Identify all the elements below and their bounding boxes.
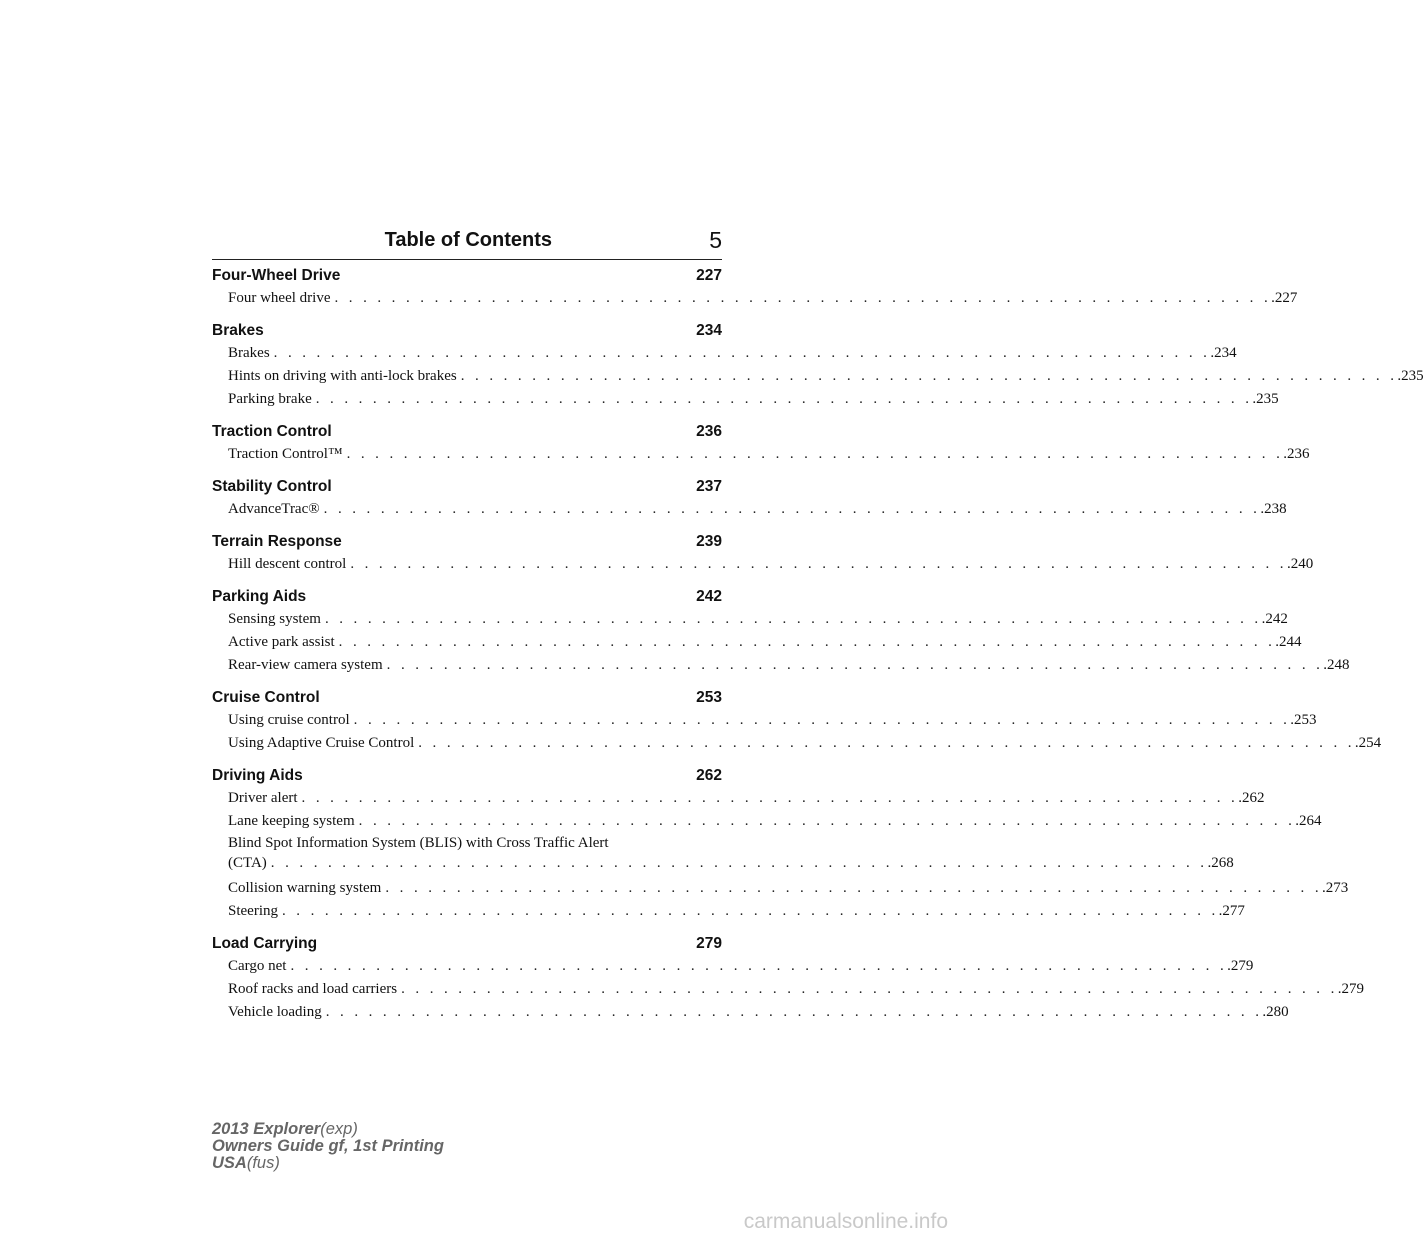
entry-page: .234 xyxy=(1210,345,1237,361)
entry-label: Hints on driving with anti-lock brakes xyxy=(228,368,457,384)
dot-leader: . . . . . . . . . . . . . . . . . . . . . . . . . . . . . . . . . . . . . . . . . . . . . . . . . . . . . . . . . . . . . . . . . . xyxy=(385,880,1322,896)
dot-leader: . . . . . . . . . . . . . . . . . . . . . . . . . . . . . . . . . . . . . . . . . . . . . . . . . . . . . . . . . . . . . . . . . . xyxy=(315,391,1253,407)
page-title: Table of Contents xyxy=(384,229,552,251)
entry-line2 xyxy=(228,853,1234,873)
toc-entry[interactable] xyxy=(228,443,1310,466)
section-page: 227 xyxy=(696,267,722,284)
entry-page: .280 xyxy=(1262,1004,1289,1020)
watermark: carmanualsonline.info xyxy=(743,1210,948,1233)
entry-page: .235 xyxy=(1252,391,1279,407)
entry-page: .244 xyxy=(1275,634,1302,650)
entry-page: .236 xyxy=(1283,446,1310,462)
toc-entry[interactable] xyxy=(228,631,1302,654)
section-page: 237 xyxy=(696,478,722,495)
toc-entry[interactable] xyxy=(228,608,1288,631)
dot-leader: . . . . . . . . . . . . . . . . . . . . . . . . . . . . . . . . . . . . . . . . . . . . . . . . . . . . . . . . . . . . . . . . . . xyxy=(460,368,1398,384)
section-page: 242 xyxy=(696,588,722,605)
section-page: 236 xyxy=(696,423,722,440)
dot-leader: . . . . . . . . . . . . . . . . . . . . . . . . . . . . . . . . . . . . . . . . . . . . . . . . . . . . . . . . . . . . . . . . . . xyxy=(290,958,1228,974)
footer-guide: Owners Guide gf, 1st Printing xyxy=(212,1137,444,1155)
toc-entry[interactable] xyxy=(228,877,1349,900)
section-title: Cruise Control xyxy=(212,689,320,706)
section-heading[interactable] xyxy=(212,476,722,498)
entry-label: Four wheel drive xyxy=(228,290,331,306)
section-title: Parking Aids xyxy=(212,588,307,605)
dot-leader: . . . . . . . . . . . . . . . . . . . . . . . . . . . . . . . . . . . . . . . . . . . . . . . . . . . . . . . . . . . . . . . . . . xyxy=(324,611,1262,627)
entry-page: .238 xyxy=(1260,501,1287,517)
dot-leader: . . . . . . . . . . . . . . . . . . . . . . . . . . . . . . . . . . . . . . . . . . . . . . . . . . . . . . . . . . . . . . . . . . xyxy=(301,790,1239,806)
page-number: 5 xyxy=(709,227,722,253)
toc-entry[interactable] xyxy=(228,787,1265,810)
section-title: Traction Control xyxy=(212,423,332,440)
section-heading[interactable] xyxy=(212,687,722,709)
dot-leader: . . . . . . . . . . . . . . . . . . . . . . . . . . . . . . . . . . . . . . . . . . . . . . . . . . . . . . . . . . . . . . . . . . xyxy=(323,501,1261,517)
toc-section xyxy=(212,265,1298,310)
toc-entry[interactable] xyxy=(228,1001,1289,1024)
dot-leader: . . . . . . . . . . . . . . . . . . . . . . . . . . . . . . . . . . . . . . . . . . . . . . . . . . . . . . . . . . . . . . . . . . xyxy=(346,446,1284,462)
section-page: 253 xyxy=(696,689,722,706)
dot-leader: . . . . . . . . . . . . . . . . . . . . . . . . . . . . . . . . . . . . . . . . . . . . . . . . . . . . . . . . . . . . . . . . . . xyxy=(282,903,1219,919)
entry-label: Sensing system xyxy=(228,611,321,627)
footer-model-code: (exp) xyxy=(320,1120,358,1138)
entry-label: AdvanceTrac® xyxy=(228,501,320,517)
toc-entry[interactable] xyxy=(228,498,1287,521)
dot-leader: . . . . . . . . . . . . . . . . . . . . . . . . . . . . . . . . . . . . . . . . . . . . . . . . . . . . . . . . . . . . . . . . . . xyxy=(350,556,1287,572)
section-title: Load Carrying xyxy=(212,935,318,952)
entry-page: .227 xyxy=(1271,290,1298,306)
toc-section xyxy=(212,586,1350,677)
dot-leader: . . . . . . . . . . . . . . . . . . . . . . . . . . . . . . . . . . . . . . . . . . . . . . . . . . . . . . . . . . . . . . . . . . xyxy=(273,345,1211,361)
section-page: 279 xyxy=(696,935,722,952)
section-page: 239 xyxy=(696,533,722,550)
toc-entry[interactable] xyxy=(228,388,1279,411)
entry-label: Traction Control™ xyxy=(228,446,343,462)
dot-leader: . . . . . . . . . . . . . . . . . . . . . . . . . . . . . . . . . . . . . . . . . . . . . . . . . . . . . . . . . . . . . . . . . . xyxy=(338,634,1276,650)
section-heading[interactable] xyxy=(212,531,722,553)
footer-market: USA xyxy=(212,1154,247,1172)
footer-model: 2013 Explorer xyxy=(212,1120,321,1138)
toc-entry[interactable] xyxy=(228,810,1322,833)
dot-leader: . . . . . . . . . . . . . . . . . . . . . . . . . . . . . . . . . . . . . . . . . . . . . . . . . . . . . . . . . . . . . . . . . . xyxy=(353,712,1291,728)
toc-section xyxy=(212,421,1310,466)
toc-section xyxy=(212,320,1424,411)
section-heading[interactable] xyxy=(212,933,722,955)
section-heading[interactable] xyxy=(212,265,722,287)
toc-section xyxy=(212,476,1287,521)
table-of-contents xyxy=(212,265,1424,1034)
section-title: Terrain Response xyxy=(212,533,342,550)
section-page: 234 xyxy=(696,322,722,339)
dot-leader: . . . . . . . . . . . . . . . . . . . . . . . . . . . . . . . . . . . . . . . . . . . . . . . . . . . . . . . . . . . . . . . . . . xyxy=(325,1004,1263,1020)
entry-label: Driver alert xyxy=(228,790,298,806)
page-header xyxy=(212,229,722,260)
dot-leader: . . . . . . . . . . . . . . . . . . . . . . . . . . . . . . . . . . . . . . . . . . . . . . . . . . . . . . . . . . . . . . . . . . xyxy=(418,735,1355,751)
entry-page: .273 xyxy=(1322,880,1349,896)
entry-label: Active park assist xyxy=(228,634,335,650)
toc-section xyxy=(212,765,1349,923)
toc-section xyxy=(212,933,1365,1024)
toc-entry[interactable] xyxy=(228,287,1298,310)
section-title: Brakes xyxy=(212,322,264,339)
entry-label: Steering xyxy=(228,903,278,919)
entry-page: .279 xyxy=(1337,981,1365,997)
entry-label: Vehicle loading xyxy=(228,1004,322,1020)
entry-label: Using Adaptive Cruise Control xyxy=(228,735,415,751)
section-title: Stability Control xyxy=(212,478,332,495)
entry-page: .279 xyxy=(1227,958,1254,974)
toc-section xyxy=(212,687,1382,755)
toc-section xyxy=(212,531,1314,576)
entry-label: Roof racks and load carriers xyxy=(228,981,398,997)
dot-leader: . . . . . . . . . . . . . . . . . . . . . . . . . . . . . . . . . . . . . . . . . . . . . . . . . . . . . . . . . . . . . . . . . . xyxy=(334,290,1272,306)
entry-label-cont: (CTA) xyxy=(228,855,267,871)
entry-label: Cargo net xyxy=(228,958,287,974)
entry-label: Brakes xyxy=(228,345,270,361)
entry-label: Lane keeping system xyxy=(228,813,355,829)
dot-leader: . . . . . . . . . . . . . . . . . . . . . . . . . . . . . . . . . . . . . . . . . . . . . . . . . . . . . . . . . . . . . . . . . . xyxy=(270,855,1208,871)
section-heading[interactable] xyxy=(212,320,722,342)
entry-label: Collision warning system xyxy=(228,880,382,896)
entry-label: Rear-view camera system xyxy=(228,657,383,673)
toc-entry[interactable] xyxy=(228,833,1234,873)
section-heading[interactable] xyxy=(212,765,722,787)
entry-page: .254 xyxy=(1354,735,1382,751)
toc-entry[interactable] xyxy=(228,365,1424,388)
section-title: Four-Wheel Drive xyxy=(212,267,341,284)
toc-entry[interactable] xyxy=(228,900,1245,923)
entry-page: .268 xyxy=(1207,855,1234,871)
toc-entry[interactable] xyxy=(228,978,1365,1001)
entry-label: Parking brake xyxy=(228,391,312,407)
footer xyxy=(212,1121,444,1172)
footer-market-code: (fus) xyxy=(246,1154,280,1172)
entry-page: .262 xyxy=(1238,790,1265,806)
entry-page: .235 xyxy=(1397,368,1424,384)
toc-entry[interactable] xyxy=(228,553,1314,576)
dot-leader: . . . . . . . . . . . . . . . . . . . . . . . . . . . . . . . . . . . . . . . . . . . . . . . . . . . . . . . . . . . . . . . . . . xyxy=(358,813,1296,829)
toc-entry[interactable] xyxy=(228,709,1317,732)
entry-page: .277 xyxy=(1218,903,1245,919)
entry-page: .253 xyxy=(1290,712,1317,728)
toc-entry[interactable] xyxy=(228,732,1382,755)
toc-entry[interactable] xyxy=(228,955,1254,978)
toc-entry[interactable] xyxy=(228,342,1237,365)
toc-entry[interactable] xyxy=(228,654,1350,677)
entry-label: Blind Spot Information System (BLIS) with Cross Traffic Alert xyxy=(228,835,609,851)
dot-leader: . . . . . . . . . . . . . . . . . . . . . . . . . . . . . . . . . . . . . . . . . . . . . . . . . . . . . . . . . . . . . . . . . . xyxy=(401,981,1338,997)
section-title: Driving Aids xyxy=(212,767,303,784)
entry-page: .240 xyxy=(1286,556,1314,572)
section-page: 262 xyxy=(696,767,722,784)
dot-leader: . . . . . . . . . . . . . . . . . . . . . . . . . . . . . . . . . . . . . . . . . . . . . . . . . . . . . . . . . . . . . . . . . . xyxy=(386,657,1324,673)
entry-label: Hill descent control xyxy=(228,556,347,572)
section-heading[interactable] xyxy=(212,421,722,443)
entry-label: Using cruise control xyxy=(228,712,350,728)
entry-page: .248 xyxy=(1323,657,1350,673)
entry-page: .242 xyxy=(1261,611,1288,627)
section-heading[interactable] xyxy=(212,586,722,608)
entry-page: .264 xyxy=(1295,813,1322,829)
